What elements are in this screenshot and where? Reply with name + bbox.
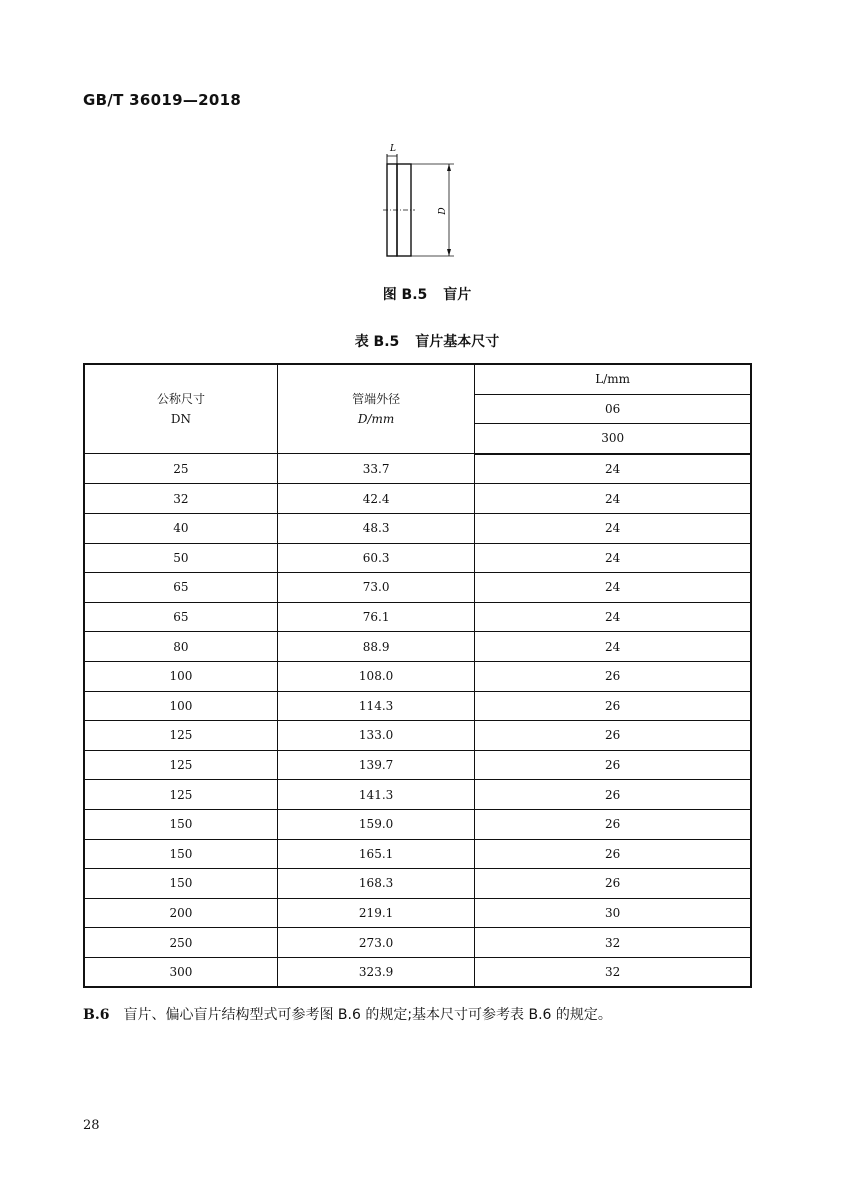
cell-d: 323.9 bbox=[277, 957, 474, 987]
cell-d: 165.1 bbox=[277, 839, 474, 869]
header-outer-diameter: 管端外径 D/mm bbox=[277, 364, 474, 454]
cell-d: 88.9 bbox=[277, 632, 474, 662]
cell-d: 114.3 bbox=[277, 691, 474, 721]
cell-l: 26 bbox=[475, 869, 751, 899]
cell-l: 26 bbox=[475, 721, 751, 751]
cell-dn: 65 bbox=[84, 573, 277, 603]
table-row bbox=[84, 780, 751, 810]
cell-dn: 50 bbox=[84, 543, 277, 573]
cell-dn: 150 bbox=[84, 869, 277, 899]
table-row bbox=[84, 573, 751, 603]
table-row bbox=[84, 839, 751, 869]
cell-dn: 150 bbox=[84, 839, 277, 869]
table-row bbox=[84, 809, 751, 839]
dimension-label-L: L bbox=[390, 144, 396, 154]
table-row bbox=[84, 632, 751, 662]
cell-l: 32 bbox=[475, 928, 751, 958]
cell-dn: 100 bbox=[84, 691, 277, 721]
cell-dn: 125 bbox=[84, 780, 277, 810]
figure-caption: 图 B.5 盲片 bbox=[382, 287, 472, 303]
cell-d: 33.7 bbox=[277, 454, 474, 484]
cell-l: 24 bbox=[475, 484, 751, 514]
table-row bbox=[84, 898, 751, 928]
table-row bbox=[84, 721, 751, 751]
cell-d: 141.3 bbox=[277, 780, 474, 810]
cell-d: 42.4 bbox=[277, 484, 474, 514]
cell-d: 133.0 bbox=[277, 721, 474, 751]
table-row bbox=[84, 602, 751, 632]
cell-dn: 250 bbox=[84, 928, 277, 958]
cell-l: 24 bbox=[475, 602, 751, 632]
cell-l: 26 bbox=[475, 661, 751, 691]
cell-l: 26 bbox=[475, 780, 751, 810]
cell-l: 24 bbox=[475, 513, 751, 543]
cell-d: 168.3 bbox=[277, 869, 474, 899]
table-row bbox=[84, 484, 751, 514]
table-row bbox=[84, 869, 751, 899]
cell-l: 32 bbox=[475, 957, 751, 987]
table-row bbox=[84, 750, 751, 780]
cell-l: 24 bbox=[475, 573, 751, 603]
table-row bbox=[84, 661, 751, 691]
cell-l: 30 bbox=[475, 898, 751, 928]
cell-dn: 100 bbox=[84, 661, 277, 691]
table-caption: 表 B.5 盲片基本尺寸 bbox=[354, 334, 500, 350]
cell-dn: 32 bbox=[84, 484, 277, 514]
page-number: 28 bbox=[83, 1118, 100, 1133]
cell-l: 26 bbox=[475, 691, 751, 721]
cell-dn: 80 bbox=[84, 632, 277, 662]
dimension-label-D: D bbox=[438, 207, 448, 215]
header-length-sub-2: 300 bbox=[475, 424, 751, 454]
table-row bbox=[84, 928, 751, 958]
cell-d: 60.3 bbox=[277, 543, 474, 573]
table-row bbox=[84, 691, 751, 721]
cell-dn: 125 bbox=[84, 750, 277, 780]
cell-l: 26 bbox=[475, 839, 751, 869]
table-row bbox=[84, 543, 751, 573]
cell-d: 76.1 bbox=[277, 602, 474, 632]
table-row bbox=[84, 454, 751, 484]
cell-dn: 40 bbox=[84, 513, 277, 543]
standard-number: GB/T 36019—2018 bbox=[83, 91, 242, 109]
cell-dn: 125 bbox=[84, 721, 277, 751]
cell-d: 73.0 bbox=[277, 573, 474, 603]
cell-dn: 25 bbox=[84, 454, 277, 484]
cell-dn: 150 bbox=[84, 809, 277, 839]
cell-d: 139.7 bbox=[277, 750, 474, 780]
clause-B6: B.6 盲片、偏心盲片结构型式可参考图 B.6 的规定;基本尺寸可参考表 B.6 的规定。 bbox=[83, 1007, 612, 1023]
cell-l: 26 bbox=[475, 750, 751, 780]
cell-d: 219.1 bbox=[277, 898, 474, 928]
header-nominal-size: 公称尺寸 DN bbox=[84, 364, 277, 454]
blind-plate-drawing bbox=[370, 138, 470, 268]
cell-dn: 300 bbox=[84, 957, 277, 987]
cell-l: 24 bbox=[475, 543, 751, 573]
cell-dn: 65 bbox=[84, 602, 277, 632]
cell-d: 159.0 bbox=[277, 809, 474, 839]
cell-l: 24 bbox=[475, 454, 751, 484]
header-length-sub-1: 06 bbox=[475, 394, 751, 424]
cell-d: 48.3 bbox=[277, 513, 474, 543]
cell-l: 24 bbox=[475, 632, 751, 662]
cell-l: 26 bbox=[475, 809, 751, 839]
cell-d: 108.0 bbox=[277, 661, 474, 691]
dimension-table bbox=[83, 363, 752, 988]
header-length: L/mm bbox=[475, 364, 751, 394]
cell-d: 273.0 bbox=[277, 928, 474, 958]
cell-dn: 200 bbox=[84, 898, 277, 928]
table-row bbox=[84, 513, 751, 543]
table-row bbox=[84, 957, 751, 987]
